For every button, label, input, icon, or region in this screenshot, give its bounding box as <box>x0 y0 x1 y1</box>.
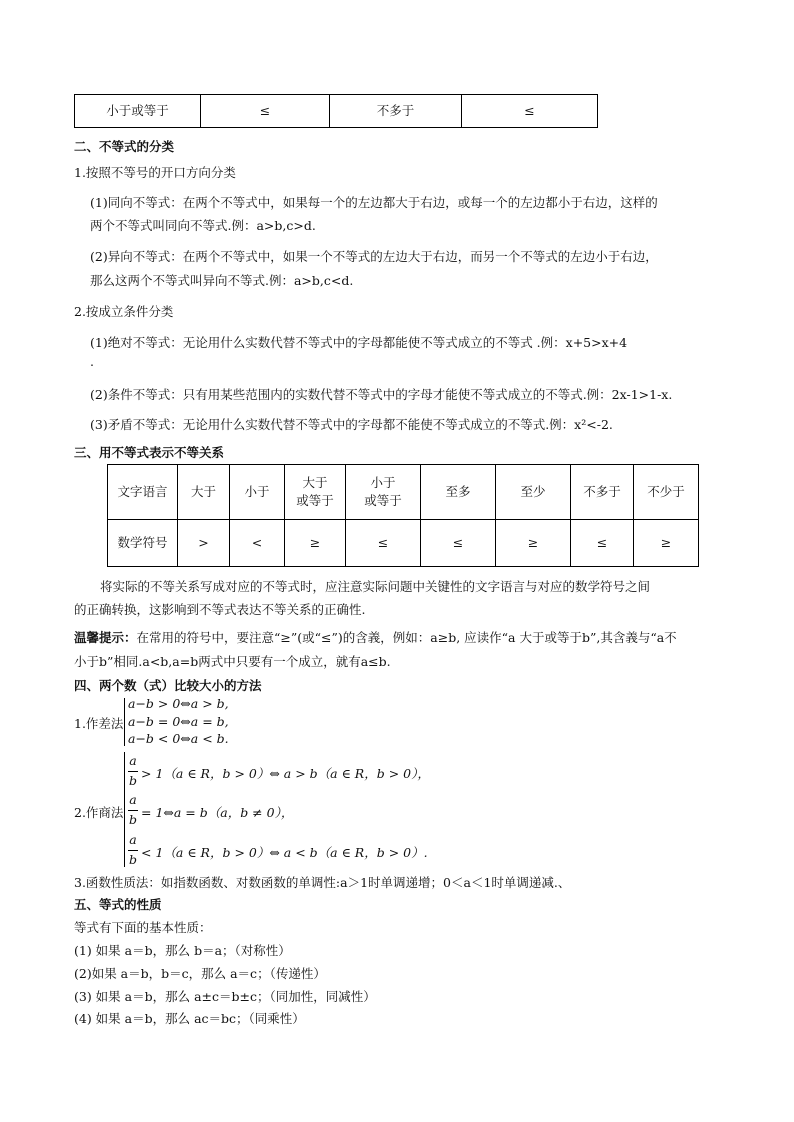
paragraph-line: (2)条件不等式：只有用某些范围内的实数代替不等式中的字母才能使不等式成立的不等式.例：2x-1>1-x. <box>90 387 673 402</box>
relation-table <box>107 464 699 567</box>
fraction-bar <box>128 810 138 811</box>
table-cell: ≤ <box>346 520 421 567</box>
section-heading: 四、两个数（式）比较大小的方法 <box>74 678 262 693</box>
list-item: (2)如果 a＝b，b＝c，那么 a＝c；（传递性） <box>74 966 326 981</box>
top-table <box>74 94 598 128</box>
fraction-numerator: a <box>129 832 137 847</box>
table-header-cell: 至少 <box>496 465 571 520</box>
paragraph-line: 等式有下面的基本性质： <box>74 920 212 935</box>
fraction-numerator: a <box>129 753 137 768</box>
sub-heading: 1.按照不等号的开口方向分类 <box>74 165 236 180</box>
table-header-line: 大于 <box>302 475 328 490</box>
list-item: (4) 如果 a＝b，那么 ac＝bc；（同乘性） <box>74 1011 305 1026</box>
table-header-line: 或等于 <box>296 493 334 508</box>
table-cell: < <box>230 520 285 567</box>
table-cell: ≤ <box>421 520 496 567</box>
list-item: (3) 如果 a＝b，那么 a±c＝b±c；（同加性，同减性） <box>74 989 376 1004</box>
table-header-cell <box>346 465 421 520</box>
section-heading: 二、不等式的分类 <box>74 139 175 154</box>
table-cell: > <box>178 520 230 567</box>
table-header-line: 或等于 <box>364 493 402 508</box>
method-label: 1.作差法 <box>74 716 124 731</box>
top-table-cell: ≤ <box>462 95 598 128</box>
paragraph-line: 的正确转换，这影响到不等式表达不等关系的正确性. <box>74 602 366 617</box>
math-line: = 1⇔a = b（a，b ≠ 0）， <box>141 805 294 820</box>
table-header-cell: 不少于 <box>634 465 699 520</box>
table-header-cell: 大于 <box>178 465 230 520</box>
table-cell: ≥ <box>285 520 346 567</box>
fraction-denominator: b <box>128 812 137 827</box>
table-cell: ≥ <box>634 520 699 567</box>
fraction-bar <box>128 771 138 772</box>
paragraph-line: 两个不等式叫同向不等式.例：a>b,c>d. <box>90 218 316 233</box>
fraction-denominator: b <box>128 852 137 867</box>
table-cell: 数学符号 <box>108 520 178 567</box>
paragraph-line: . <box>90 354 94 369</box>
paragraph-line: 将实际的不等关系写成对应的不等式时，应注意实际问题中关键性的文字语言与对应的数学符号之间 <box>100 579 651 594</box>
table-cell: ≤ <box>571 520 634 567</box>
fraction-numerator: a <box>129 792 137 807</box>
tip-line <box>74 628 677 646</box>
math-line: < 1（a ∈ R，b > 0）⇔ a < b（a ∈ R，b > 0）. <box>141 845 428 860</box>
table-header-line: 小于 <box>370 475 396 490</box>
paragraph-line: 那么这两个不等式叫异向不等式.例：a>b,c<d. <box>90 273 354 288</box>
top-table-cell: 不多于 <box>330 95 462 128</box>
math-line: a−b > 0⇔a > b, <box>128 696 229 711</box>
math-line: > 1（a ∈ R，b > 0）⇔ a > b（a ∈ R，b > 0）， <box>141 766 430 781</box>
paragraph-line: (1)同向不等式：在两个不等式中，如果每一个的左边都大于右边，或每一个的左边都小于右边，这样的 <box>90 195 658 210</box>
brace-icon <box>124 752 125 867</box>
table-header-cell: 至多 <box>421 465 496 520</box>
brace-icon <box>124 698 125 746</box>
sub-heading: 2.按成立条件分类 <box>74 304 174 319</box>
table-cell: ≥ <box>496 520 571 567</box>
fraction-bar <box>128 850 138 851</box>
table-header-cell: 小于 <box>230 465 285 520</box>
paragraph-line: (3)矛盾不等式：无论用什么实数代替不等式中的字母都不能使不等式成立的不等式.例：x²<-2. <box>90 417 613 432</box>
list-item: (1) 如果 a＝b，那么 b＝a；（对称性） <box>74 943 291 958</box>
section-heading: 三、用不等式表示不等关系 <box>74 445 225 460</box>
math-line: a−b < 0⇔a < b. <box>128 731 229 746</box>
top-table-cell: ≤ <box>201 95 330 128</box>
paragraph-line: 3.函数性质法：如指数函数、对数函数的单调性:a＞1时单调递增；0＜a＜1时单调递减.、 <box>74 875 571 890</box>
table-header-cell: 文字语言 <box>108 465 178 520</box>
section-heading: 五、等式的性质 <box>74 897 162 912</box>
fraction-denominator: b <box>128 773 137 788</box>
tip-label: 温馨提示： <box>74 630 137 645</box>
paragraph-line: (1)绝对不等式：无论用什么实数代替不等式中的字母都能使不等式成立的不等式 .例：x+5>x+4 <box>90 335 628 350</box>
top-table-cell: 小于或等于 <box>75 95 201 128</box>
tip-line: 小于b”相同.a<b,a=b两式中只要有一个成立，就有a≤b. <box>74 654 391 669</box>
paragraph-line: (2)异向不等式：在两个不等式中，如果一个不等式的左边大于右边，而另一个不等式的左边小于右边， <box>90 249 658 264</box>
method-label: 2.作商法 <box>74 805 124 820</box>
tip-text: 在常用的符号中，要注意“≥”(或“≤”)的含義，例如：a≥b, 应读作“a 大于或等于b”,其含義与“a不 <box>136 630 677 645</box>
table-header-cell <box>285 465 346 520</box>
math-line: a−b = 0⇔a = b, <box>128 714 229 729</box>
table-header-cell: 不多于 <box>571 465 634 520</box>
